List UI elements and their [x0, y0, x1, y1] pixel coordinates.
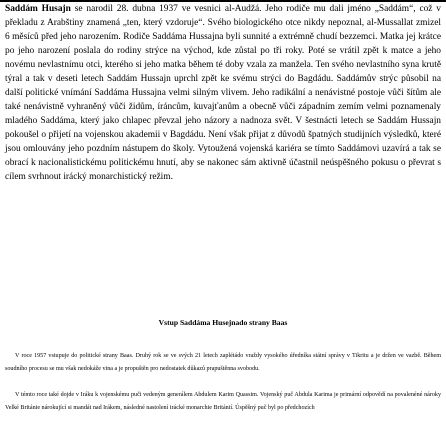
paragraph-1 — [5, 3, 441, 185]
lead-name: Saddám Husajn — [5, 4, 71, 14]
paragraph-3: V témto roce také dojde v Iráku k vojenskému puči vedeným generálem Abdulem Karim Quassim. Vojenský puč Abdula Karima je primární odpovědí na povalenéné nároky Velké Británie nárokující si mandát nad Irákem, následné nastolení irácké monarchie Británií. Úspěšný puč byl po předchozích — [5, 392, 441, 411]
section-heading: Vstup Saddáma Husejnado strany Baas — [158, 318, 288, 327]
paragraph-2: V roce 1957 vstupuje do politické strany Baas. Druhý rok se ve svých 21 letech zaplétádo vraždy vysokého úředníka státní správy v Tikritu a je držen ve vazbě. Během soudního procesu se mu však nedokáže vina a je propuštěn pro nedostatek důkazů prapuštěnna svobodu. — [5, 353, 441, 372]
top-rule — [0, 0, 446, 2]
paragraph-1-text: se narodil 28. dubna 1937 ve vesnici al-Audžá. Jeho rodiče mu dali jméno „Saddám“, což v překladu z Arabštiny znamená „ten, který vzdoruje“. Svého biologického otce nikdy nepoznal, al-Mussallat zmizel 6 měsíců před jeho narozením. Rodiče Saddáma Hussajna byli sunnité a extrémně chudí bezzemci. Matka jej krátce po jeho narození poslala do rodiny strýce na východ, kde zůstal po tři roky. Poté se vrátil zpět k matce a jeho novému nevlastnímu otci, kterého si jeho matka během té doby vzala za manžela. Ten svého nevlastního syna krutě týral a tak v deseti letech Saddám Hussajn uprchl zpět ke svému strýci do Bagdádu. Saddámův strýc působil na další politické vnímání Saddáma Hussajna velmi silným vlivem. Jeho radikální a nenávistné postoje vůči šítům ale také nenávistně vyhraněný vůči židům, íráncům, kuvajťanům a obecně vůči západním zemím velmi poznamenaly mladého Saddáma, který jako chlapec převzal jeho názory a nadnoza svět. V šestnácti letech se Saddám Hussajn pokoušel o přijetí na vojenskou akademii v Bagdádu. Není však přijat z důvodů špatných studijních výsledků, které jsou omlouvány jeho pozdním nástupem do školy. Vytoužená vojenská kariéra se tímto Saddámovi uzavírá a tak se obrací k nacionalistickému politickému hnutí, aby se nakonec sám aktivně účastnil neúspěšného pokusu o převrat s cílem svrhnout irácký monarchistický režim. — [5, 4, 441, 182]
